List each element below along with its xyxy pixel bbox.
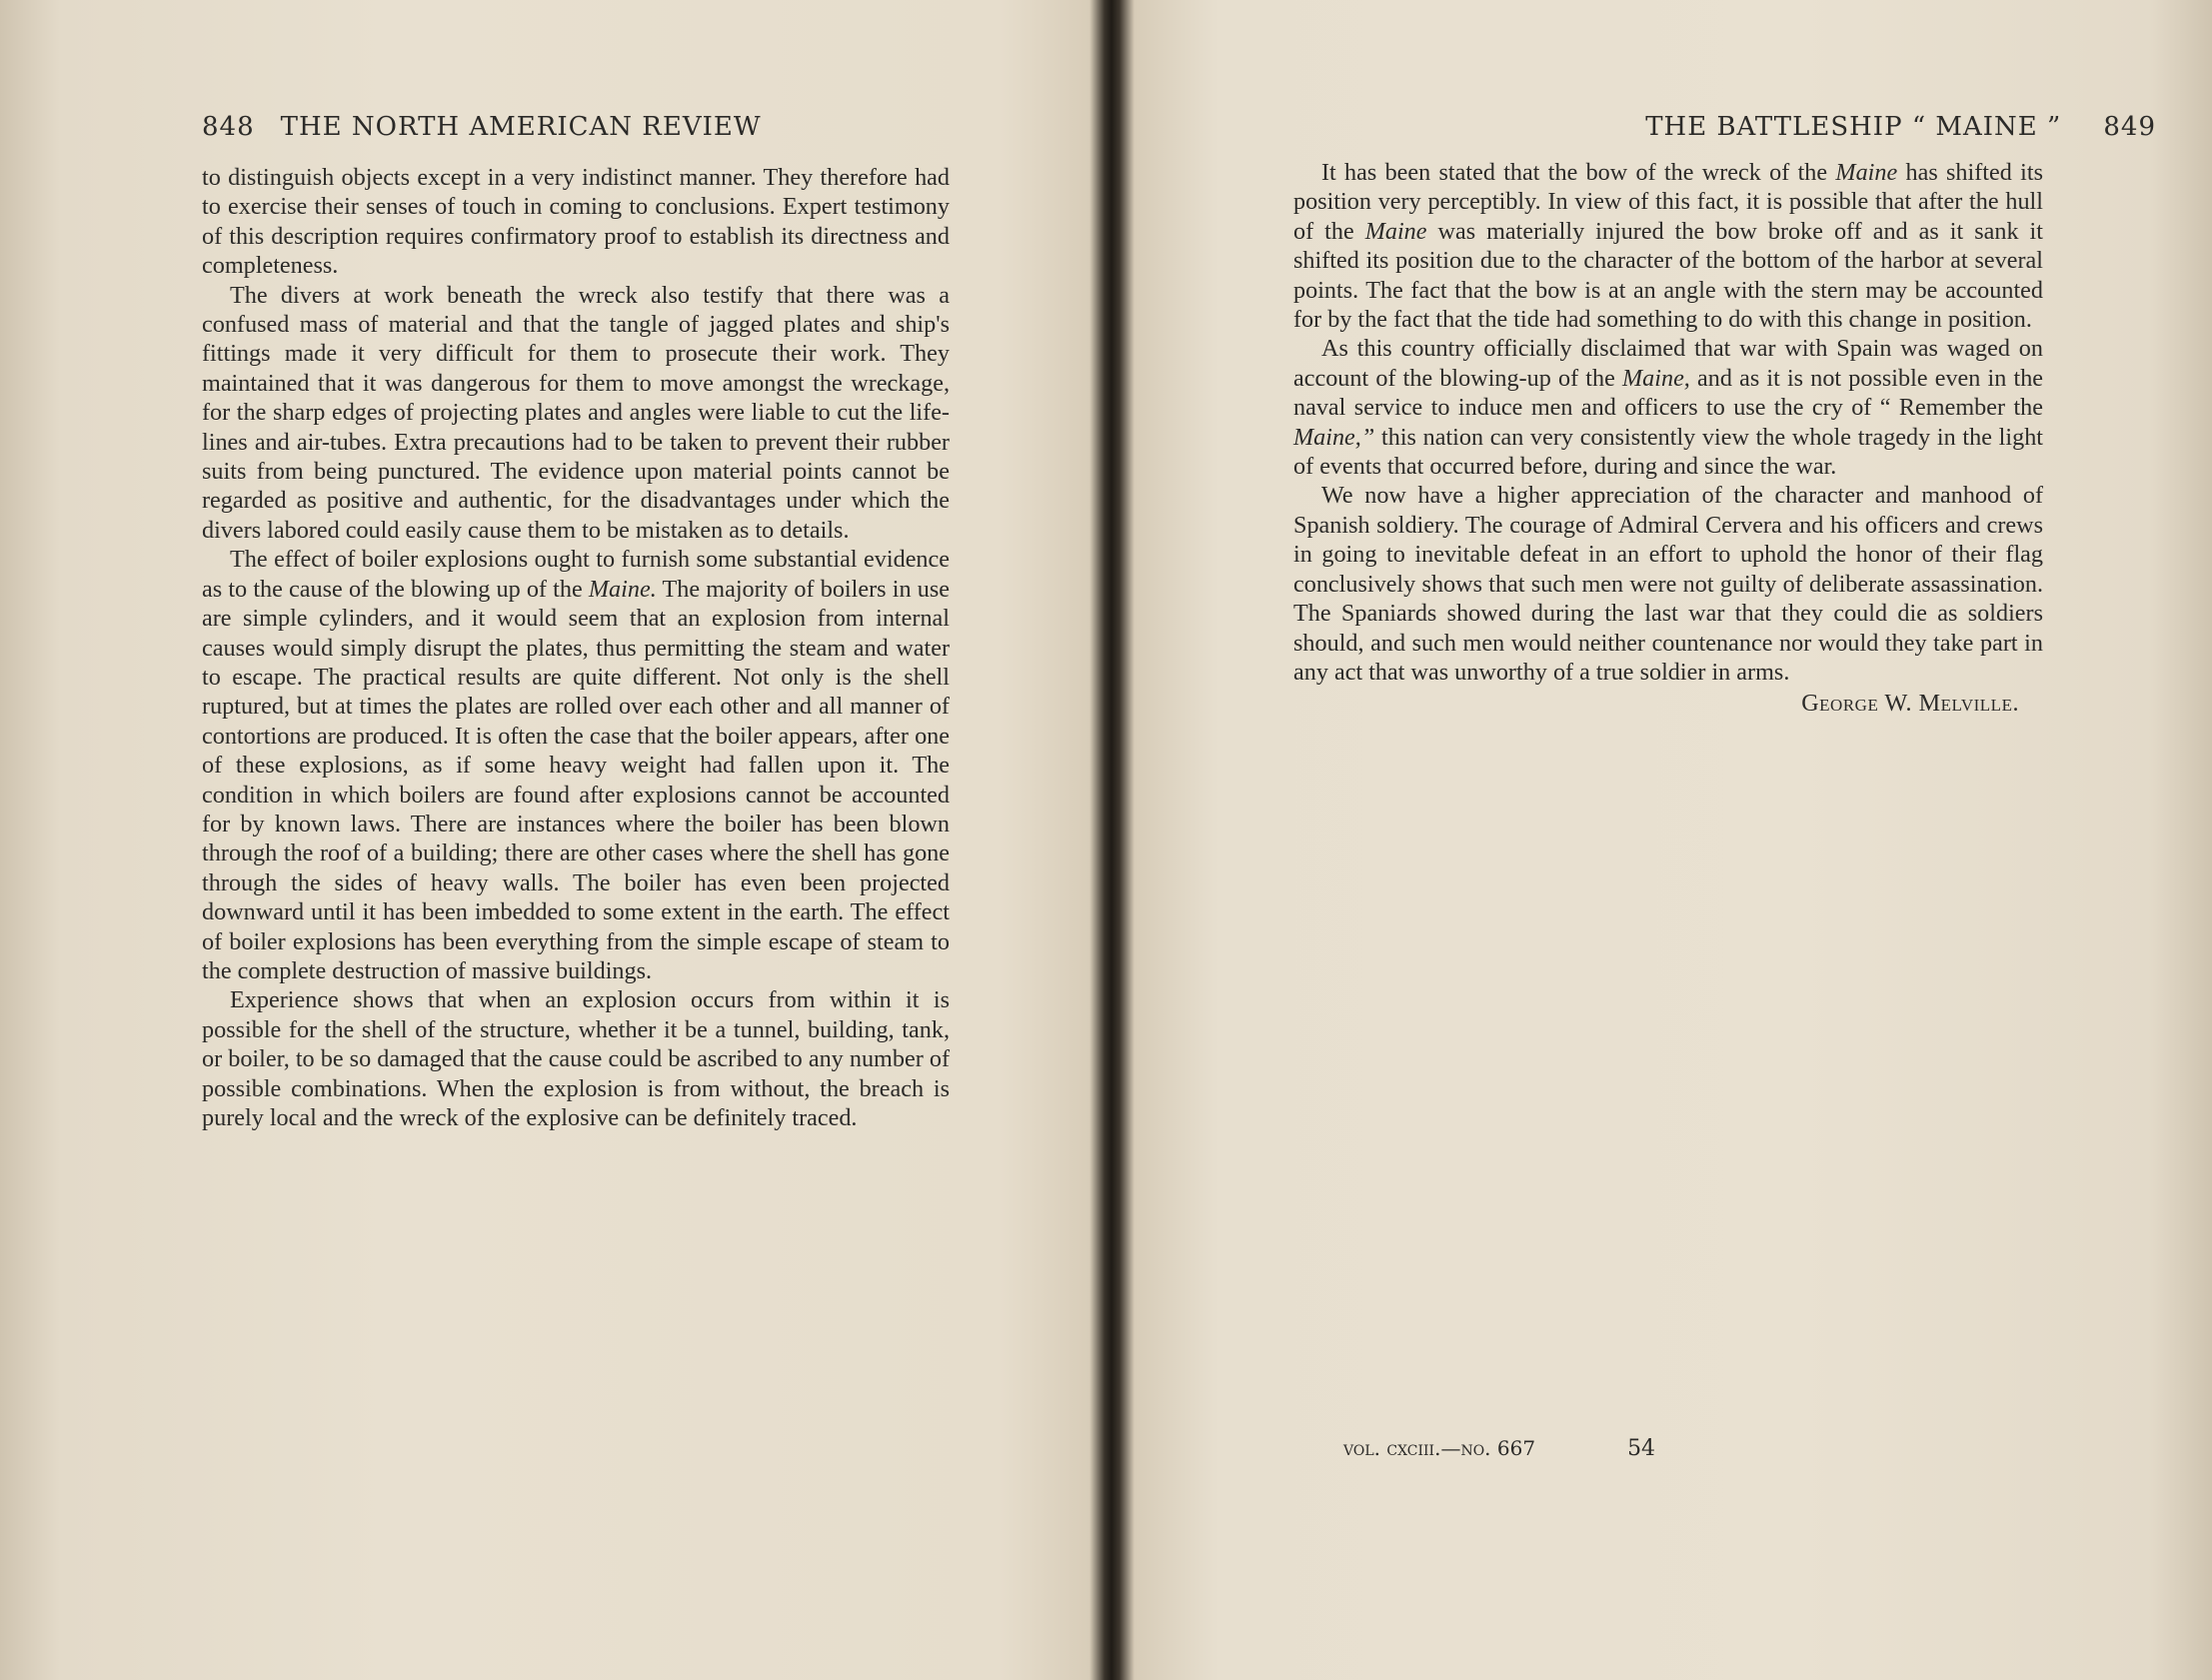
- italic-ship-name: Maine: [1364, 217, 1427, 245]
- text-run: As this country officially disclaimed that war with Spain was waged on account of the blowing-up of the: [1293, 335, 2043, 392]
- text-run: this nation can very consistently view the whole tragedy in the light of events that occurred before, during and since the war.: [1293, 423, 2044, 481]
- right-body-text: [1293, 158, 2043, 719]
- right-page-number: 849: [2103, 112, 2156, 142]
- paragraph: to distinguish objects except in a very indistinct manner. They therefore had to exercise their senses of touch in coming to conclusions. Expert testimony of this description requires confirmatory proof to establish its directness and completeness.: [202, 164, 950, 280]
- italic-ship-name: Maine: [1835, 159, 1898, 186]
- right-page: [1111, 0, 2212, 1680]
- paragraph: The divers at work beneath the wreck also testify that there was a confused mass of material and that the tangle of jagged plates and ship's fittings made it very difficult for them to prosecute their work. They maintained that it was dangerous for them to move amongst the wreckage, for the sharp edges of projecting plates and angles were liable to cut the life-lines and air-tubes. Extra precautions had to be taken to prevent their rubber suits from being punctured. The evidence upon material points cannot be regarded as positive and authentic, for the disadvantages under which the divers labored could easily cause them to be mistaken as to details.: [202, 281, 950, 544]
- left-page-number: 848: [202, 112, 255, 142]
- text-run: and as it is not possible even in the naval service to induce men and officers to use the cry of “ Remember the: [1293, 364, 2044, 422]
- right-running-head: [1436, 112, 2156, 142]
- left-page: [0, 0, 1105, 1680]
- footer-volume: vol. cxciii.—no. 667: [1343, 1436, 1536, 1460]
- paragraph: We now have a higher appreciation of the character and manhood of Spanish soldiery. The courage of Admiral Cervera and his officers and crews in going to inevitable defeat in an effort to uphold the honor of their flag conclusively shows that such men were not guilty of deliberate assassination. The Spaniards showed during the last war that they could die as soldiers should, and such men would neither countenance nor would they take part in any act that was unworthy of a true soldier in arms.: [1293, 482, 2043, 686]
- paragraph: Experience shows that when an explosion occurs from within it is possible for the shell of the structure, whether it be a tunnel, building, tank, or boiler, to be so damaged that the cause could be ascribed to any number of possible combinations. When the explosion is from without, the breach is purely local and the wreck of the explosive can be definitely traced.: [202, 986, 950, 1131]
- page-footer: [1343, 1436, 1655, 1461]
- italic-ship-name: Maine,”: [1293, 423, 1375, 451]
- footer-signature-mark: 54: [1627, 1436, 1656, 1461]
- paragraph: [1293, 158, 2043, 334]
- italic-ship-name: Maine.: [588, 575, 657, 603]
- left-body-text: [202, 163, 950, 1132]
- right-running-title: THE BATTLESHIP “ MAINE ”: [1645, 112, 2062, 142]
- paragraph: [1293, 334, 2043, 481]
- text-run: The majority of boilers in use are simple cylinders, and it would seem that an explosion from internal causes would simply disrupt the plates, thus permitting the steam and water to escape. The practical results are quite different. Not only is the shell ruptured, but at times the plates are rolled over each other and all manner of contortions are produced. It is often the case that the boiler appears, after one of these explosions, as if some heavy weight had fallen upon it. The condition in which boilers are found after explosions cannot be accounted for by known laws. There are instances where the boiler has been blown through the roof of a building; there are other cases where the shell has gone through the sides of heavy walls. The boiler has even been projected downward until it has been imbedded to some extent in the earth. The effect of boiler explosions has been everything from the simple escape of steam to the complete destruction of massive buildings.: [202, 575, 950, 984]
- text-run: The effect of boiler explosions ought to furnish some substantial evidence as to the cause of the blowing up of the: [202, 546, 950, 603]
- author-signature: George W. Melville.: [1801, 690, 2019, 718]
- italic-ship-name: Maine,: [1622, 364, 1690, 392]
- left-running-head: [202, 112, 950, 142]
- left-running-title: THE NORTH AMERICAN REVIEW: [280, 112, 762, 142]
- text-run: has shifted its position very perceptibly. In view of this fact, it is possible that after the hull of the: [1293, 159, 2043, 245]
- paragraph: [202, 545, 950, 985]
- text-run: was materially injured the bow broke off and as it sank it shifted its position due to the character of the bottom of the harbor at several points. The fact that the bow is at an angle with the stern may be accounted for by the fact that the tide had something to do with this change in position.: [1293, 217, 2043, 334]
- text-run: It has been stated that the bow of the wreck of the: [1321, 159, 1828, 186]
